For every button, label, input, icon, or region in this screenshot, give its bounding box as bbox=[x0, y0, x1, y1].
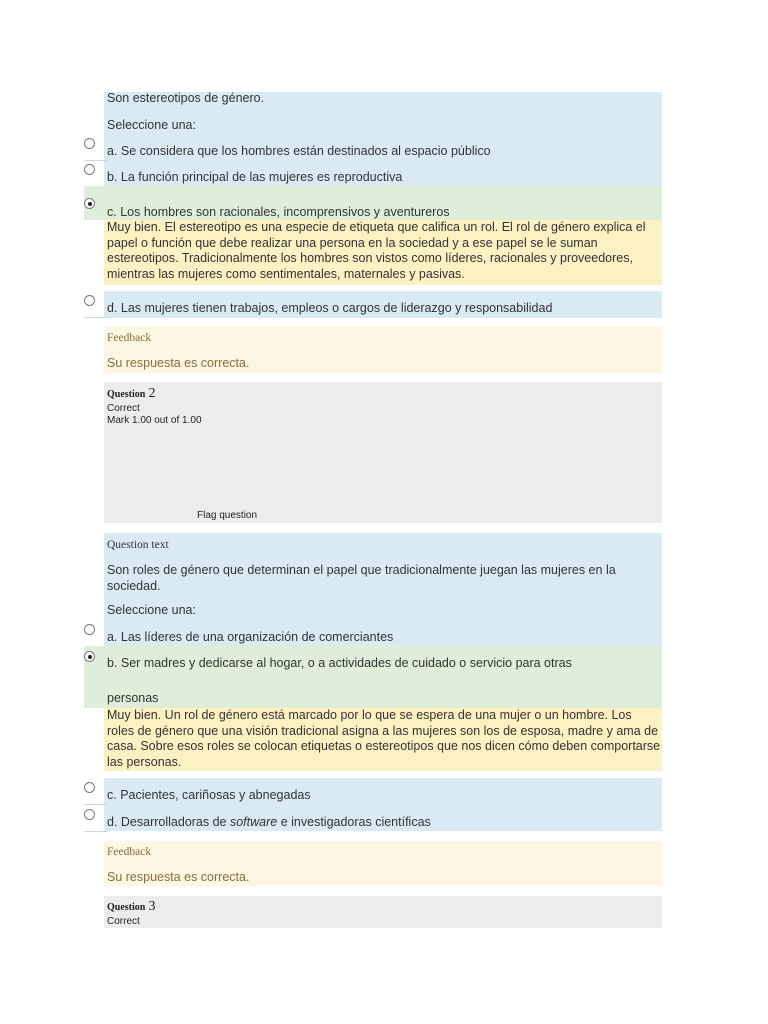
q2-select-label: Seleccione una: bbox=[107, 603, 196, 617]
q1-feedback-title: Feedback bbox=[107, 332, 152, 344]
q2-feedback-title: Feedback bbox=[107, 846, 152, 858]
q1-prompt: Son estereotipos de género. bbox=[107, 91, 265, 105]
q2-option-d[interactable] bbox=[107, 815, 431, 831]
q2-heading bbox=[107, 386, 155, 403]
q2-prompt: Son roles de género que determinan el papel que tradicionalmente juegan las mujeres en la sociedad. bbox=[107, 563, 616, 593]
q3-label: Question bbox=[107, 902, 146, 913]
q1-select-label: Seleccione una: bbox=[107, 118, 196, 132]
q1-radio-a[interactable] bbox=[84, 138, 95, 149]
q2-number: 2 bbox=[148, 386, 156, 401]
q3-info-panel bbox=[104, 896, 662, 928]
q2-option-d-emphasis: software bbox=[229, 815, 278, 829]
q1-radio-b[interactable] bbox=[84, 164, 95, 175]
q2-option-c[interactable]: c. Pacientes, cariñosas y abnegadas bbox=[107, 788, 311, 802]
q2-mark: Mark 1.00 out of 1.00 bbox=[107, 415, 202, 426]
q2-option-divider bbox=[84, 804, 108, 805]
q1-option-divider bbox=[84, 317, 108, 318]
q2-radio-d[interactable] bbox=[84, 809, 95, 820]
q1-option-c[interactable]: c. Los hombres son racionales, incomprensivos y aventureros bbox=[107, 205, 450, 219]
q1-specific-feedback: Muy bien. El estereotipo es una especie de etiqueta que califica un rol. El rol de género explica el papel o función que debe realizar una persona en la sociedad y a ese papel se le suman estereotipos. Tradicionalmente los hombres son vistos como líderes, racionales y proveedores, mientras las mujeres como sentimentales, maternales y pasivas. bbox=[107, 220, 646, 281]
q3-number: 3 bbox=[148, 899, 156, 914]
q2-radio-a[interactable] bbox=[84, 624, 95, 635]
q2-info-panel bbox=[104, 382, 662, 523]
q2-question-text-label: Question text bbox=[107, 539, 169, 551]
q2-option-a[interactable]: a. Las líderes de una organización de comerciantes bbox=[107, 630, 394, 644]
q2-radio-c[interactable] bbox=[84, 782, 95, 793]
q3-heading bbox=[107, 899, 155, 916]
q3-status: Correct bbox=[107, 916, 140, 927]
q1-option-a[interactable]: a. Se considera que los hombres están destinados al espacio público bbox=[107, 144, 491, 158]
q1-option-b[interactable]: b. La función principal de las mujeres es reproductiva bbox=[107, 170, 403, 184]
q1-feedback-text: Su respuesta es correcta. bbox=[107, 356, 250, 370]
q2-option-b[interactable]: b. Ser madres y dedicarse al hogar, o a actividades de cuidado o servicio para otras bbox=[107, 656, 572, 670]
q2-radio-b[interactable] bbox=[84, 651, 95, 662]
q1-option-divider bbox=[84, 160, 108, 161]
q2-option-divider bbox=[84, 831, 108, 832]
q2-specific-feedback: Muy bien. Un rol de género está marcado por lo que se espera de una mujer o un hombre. Los roles de género que una visión tradicional asigna a las mujeres son los de esposa, madre y ama de casa. Sobre esos roles se colocan etiquetas o estereotipos que nos dicen cómo deben comportarse las personas. bbox=[107, 708, 661, 769]
q1-radio-c[interactable] bbox=[84, 198, 95, 209]
q2-status: Correct bbox=[107, 403, 140, 414]
q1-radio-d[interactable] bbox=[84, 295, 95, 306]
q2-option-d-post: e investigadoras científicas bbox=[277, 815, 431, 829]
q2-option-b-continued[interactable]: personas bbox=[107, 691, 159, 705]
q2-label: Question bbox=[107, 389, 146, 400]
q2-option-d-pre: d. Desarrolladoras de bbox=[107, 815, 230, 829]
q2-flag-question[interactable]: Flag question bbox=[197, 510, 258, 521]
q1-option-d[interactable]: d. Las mujeres tienen trabajos, empleos o cargos de liderazgo y responsabilidad bbox=[107, 301, 553, 315]
q2-feedback-text: Su respuesta es correcta. bbox=[107, 870, 250, 884]
